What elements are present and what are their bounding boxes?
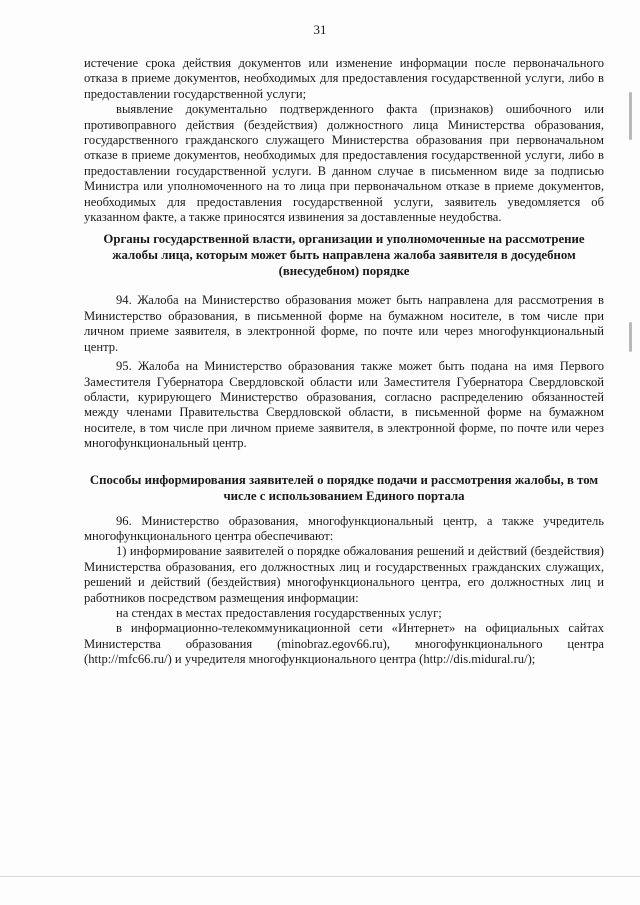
paragraph: 96. Министерство образования, многофункциональный центр, а также учредитель многофункционального центра обеспечивают: — [84, 513, 604, 543]
section-heading: Способы информирования заявителей о порядке подачи и рассмотрения жалобы, в том числе с использованием Единого портала — [89, 472, 599, 503]
paragraph: в информационно-телекоммуникационной сети «Интернет» на официальных сайтах Министерства образования (minobraz.egov66.ru), многофункционального центра (http://mfc66.ru/) и учредителя многофункционального центра (http://dis.midural.ru/); — [84, 621, 604, 667]
paragraph: 95. Жалоба на Министерство образования также может быть подана на имя Первого Заместителя Губернатора Свердловской области или Заместителя Губернатора Свердловской области, курирующего Министерство образования, согласно распределению обязанностей между членами Правительства Свердловской области, в письменной форме на бумажном носителе, в том числе при личном приеме заявителя, в электронной форме, по почте или через многофункциональный центр. — [84, 359, 604, 451]
section-heading: Органы государственной власти, организации и уполномоченные на рассмотрение жалобы лица, которым может быть направлена жалоба заявителя в досудебном (внесудебном) порядке — [103, 232, 585, 279]
spacer — [84, 279, 604, 293]
page-number: 31 — [313, 22, 327, 37]
paragraph: 1) информирование заявителей о порядке обжалования решений и действий (бездействия) Министерства образования, его должностных лиц и государственных гражданских служащих, решений и действий (бездействия) многофункционального центра, его должностных лиц и работников посредством размещения информации: — [84, 544, 604, 605]
paragraph: 94. Жалоба на Министерство образования может быть направлена для рассмотрения в Министерство образования, в письменной форме на бумажном носителе, в том числе при личном приеме заявителя, в электронной форме, по почте или через многофункциональный центр. — [84, 293, 604, 354]
document-body — [84, 56, 604, 668]
paragraph: на стендах в местах предоставления государственных услуг; — [116, 605, 442, 620]
paragraph: истечение срока действия документов или изменение информации после первоначального отказа в приеме документов, необходимых для предоставления государственной услуги, либо в предоставлении государственной услуги; — [84, 56, 604, 101]
scan-edge-line — [0, 876, 640, 877]
scan-margin-mark — [629, 92, 632, 140]
scan-margin-mark — [629, 322, 632, 352]
paragraph: выявление документально подтвержденного факта (признаков) ошибочного или противоправного действия (бездействия) должностного лица Министерства образования, государственного гражданского служащего Министерства образования при первоначальном отказе в приеме документов, необходимых для предоставления государственной услуги, либо в предоставлении государственной услуги. В данном случае в письменном виде за подписью Министра или уполномоченного на то лица при первоначальном отказе в приеме документов, необходимых для предоставления государственной услуги, заявитель уведомляется об указанном факте, а также приносятся извинения за доставленные неудобства. — [84, 102, 604, 225]
